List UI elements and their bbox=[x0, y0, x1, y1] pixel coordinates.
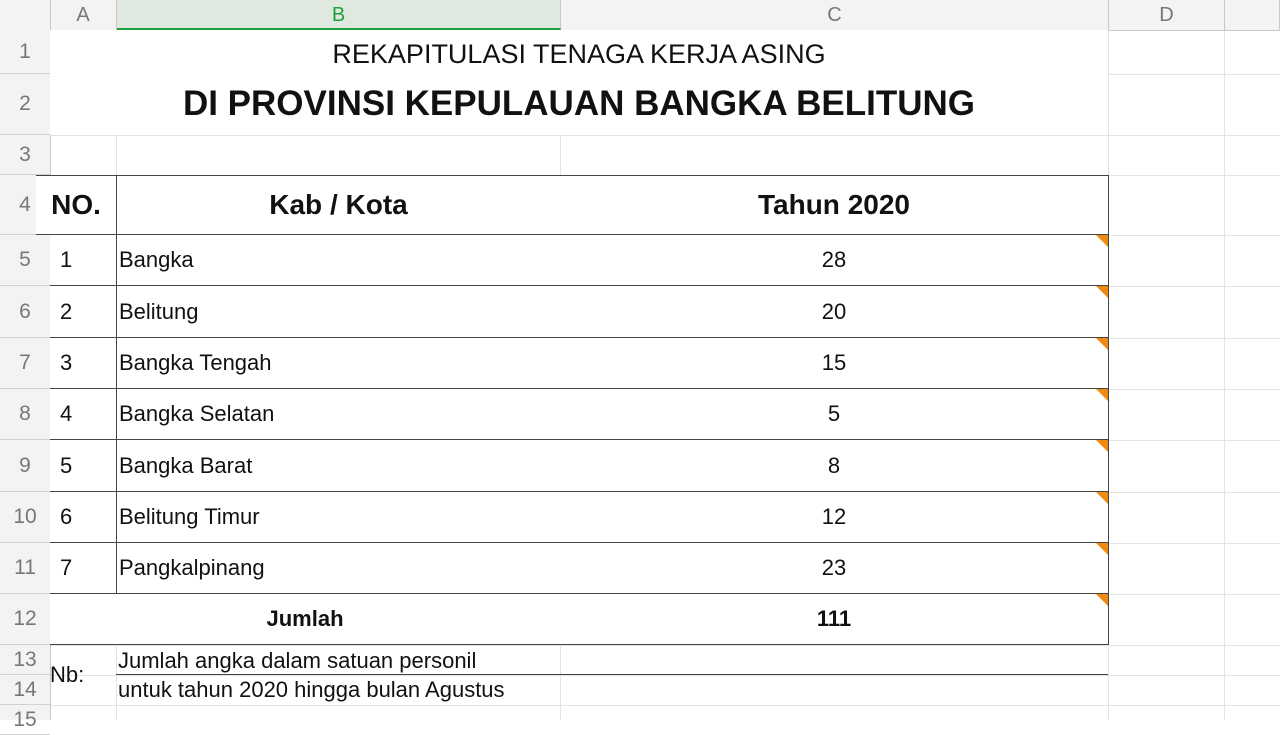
cell-region[interactable]: Belitung bbox=[116, 286, 561, 338]
row-header[interactable]: 3 bbox=[0, 135, 50, 175]
total-value: 111 bbox=[816, 606, 852, 631]
row-header[interactable]: 2 bbox=[0, 74, 50, 135]
row-header[interactable]: 1 bbox=[0, 30, 50, 74]
grid-line bbox=[50, 135, 1280, 136]
cell-region[interactable]: Bangka Barat bbox=[116, 440, 561, 492]
cell-no[interactable]: 6 bbox=[50, 492, 117, 543]
cell-value-text: 23 bbox=[821, 555, 847, 580]
grid-line bbox=[1224, 30, 1225, 720]
column-header-e[interactable] bbox=[1225, 0, 1280, 30]
cell-value[interactable] bbox=[560, 440, 1109, 492]
header-year-label: Tahun 2020 bbox=[758, 189, 910, 220]
comment-marker-icon bbox=[1096, 286, 1108, 298]
total-label-cell[interactable] bbox=[50, 594, 561, 645]
column-header-d[interactable]: D bbox=[1109, 0, 1225, 30]
comment-marker-icon bbox=[1096, 440, 1108, 452]
row-header[interactable]: 10 bbox=[0, 492, 50, 543]
row-header[interactable]: 11 bbox=[0, 543, 50, 594]
cell-no[interactable]: 2 bbox=[50, 286, 117, 338]
header-region-label: Kab / Kota bbox=[269, 189, 408, 220]
cell-value[interactable] bbox=[560, 389, 1109, 440]
comment-marker-icon bbox=[1096, 235, 1108, 247]
row-header[interactable]: 12 bbox=[0, 594, 50, 645]
comment-marker-icon bbox=[1096, 543, 1108, 555]
note-divider bbox=[116, 674, 1108, 675]
cell-no[interactable]: 3 bbox=[50, 338, 117, 389]
cell-value[interactable] bbox=[560, 543, 1109, 594]
cell-no[interactable]: 7 bbox=[50, 543, 117, 594]
grid-line bbox=[50, 705, 1280, 706]
cell-no[interactable]: 4 bbox=[50, 389, 117, 440]
cell-no[interactable]: 1 bbox=[50, 235, 117, 286]
comment-marker-icon bbox=[1096, 338, 1108, 350]
cell-region[interactable]: Bangka Tengah bbox=[116, 338, 561, 389]
cell-value-text: 8 bbox=[827, 452, 841, 478]
header-no[interactable] bbox=[36, 175, 117, 235]
row-header[interactable]: 13 bbox=[0, 645, 50, 675]
cell-value-text: 20 bbox=[821, 298, 847, 324]
row-header[interactable]: 14 bbox=[0, 675, 50, 705]
sheet-title-line-2[interactable]: DI PROVINSI KEPULAUAN BANGKA BELITUNG bbox=[50, 75, 1108, 135]
column-header-c[interactable]: C bbox=[561, 0, 1109, 30]
cell-no[interactable]: 5 bbox=[50, 440, 117, 492]
note-line-2[interactable]: untuk tahun 2020 hingga bulan Agustus bbox=[118, 677, 505, 702]
comment-marker-icon bbox=[1096, 389, 1108, 401]
sheet-title-line-1[interactable]: REKAPITULASI TENAGA KERJA ASING bbox=[50, 30, 1108, 75]
row-header[interactable]: 15 bbox=[0, 705, 50, 735]
column-header-b[interactable]: B bbox=[117, 0, 561, 30]
cell-value[interactable] bbox=[560, 286, 1109, 338]
column-header-a[interactable]: A bbox=[50, 0, 117, 30]
row-header[interactable]: 7 bbox=[0, 338, 50, 389]
row-header[interactable]: 8 bbox=[0, 389, 50, 440]
cell-region[interactable]: Pangkalpinang bbox=[116, 543, 561, 594]
row-header[interactable]: 5 bbox=[0, 235, 50, 286]
total-value-cell[interactable] bbox=[560, 594, 1109, 645]
row-header[interactable]: 9 bbox=[0, 440, 50, 492]
header-region[interactable] bbox=[116, 175, 561, 235]
cell-region[interactable]: Bangka bbox=[116, 235, 561, 286]
comment-marker-icon bbox=[1096, 492, 1108, 504]
row-header[interactable]: 4 bbox=[0, 175, 50, 235]
grid-line bbox=[50, 645, 1280, 646]
cell-value-text: 5 bbox=[827, 401, 841, 426]
cell-value-text: 28 bbox=[821, 247, 847, 272]
row-header[interactable]: 6 bbox=[0, 286, 50, 338]
cell-region[interactable]: Belitung Timur bbox=[116, 492, 561, 543]
header-year[interactable] bbox=[560, 175, 1109, 235]
cell-value[interactable] bbox=[560, 235, 1109, 286]
cell-value[interactable] bbox=[560, 338, 1109, 389]
header-no-label: NO. bbox=[51, 189, 101, 220]
total-label: Jumlah bbox=[266, 606, 344, 631]
note-label[interactable]: Nb: bbox=[50, 662, 85, 687]
cell-value-text: 12 bbox=[821, 504, 847, 529]
cell-value[interactable] bbox=[560, 492, 1109, 543]
grid-line bbox=[50, 675, 1280, 676]
note-line-1[interactable]: Jumlah angka dalam satuan personil bbox=[118, 648, 477, 673]
column-header-bar bbox=[0, 0, 1280, 31]
row-header-bar bbox=[0, 30, 51, 731]
comment-marker-icon bbox=[1096, 594, 1108, 606]
select-all-corner[interactable] bbox=[0, 0, 51, 30]
cell-region[interactable]: Bangka Selatan bbox=[116, 389, 561, 440]
cell-value-text: 15 bbox=[821, 350, 847, 375]
